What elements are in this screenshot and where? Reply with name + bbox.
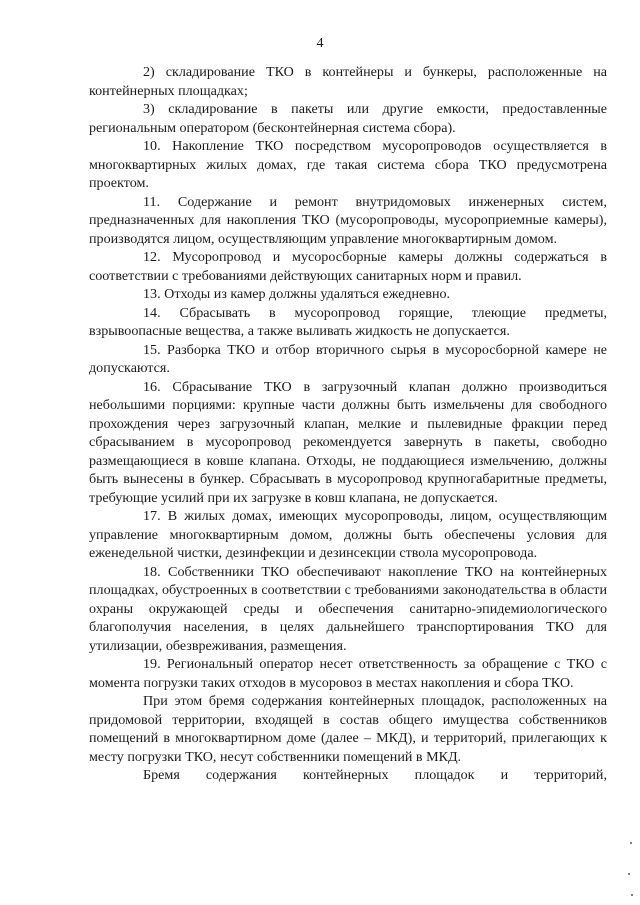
paragraph-19: 19. Региональный оператор несет ответственность за обращение с ТКО с момента погрузки таких отходов в мусоровоз в местах накопления и сбора ТКО. — [89, 656, 607, 691]
document-body — [89, 63, 607, 785]
paragraph-storage-containers: 2) складирование ТКО в контейнеры и бункеры, расположенные на контейнерных площадках; — [89, 64, 607, 99]
paragraph-15: 15. Разборка ТКО и отбор вторичного сырья в мусоросборной камере не допускаются. — [89, 341, 607, 376]
paragraph-18: 18. Собственники ТКО обеспечивают накопление ТКО на контейнерных площадках, обустроенных в соответствии с требованиями законодательства в области охраны окружающей среды и обеспечения санитарно-эпидемиологического благополучия населения, в целях дальнейшего транспортирования ТКО для утилизации, обезвреживания, размещения. — [89, 563, 607, 654]
scan-speck — [630, 842, 632, 844]
paragraph-12: 12. Мусоропровод и мусоросборные камеры должны содержаться в соответствии с требованиями действующих санитарных норм и правил. — [89, 249, 607, 284]
paragraph-10: 10. Накопление ТКО посредством мусоропроводов осуществляется в многоквартирных жилых домах, где такая система сбора ТКО предусмотрена проектом. — [89, 138, 607, 191]
paragraph-burden-mkd: При этом бремя содержания контейнерных площадок, расположенных на придомовой территории, входящей в состав общего имущества собственников помещений в многоквартирном доме (далее – МКД), и территорий, прилегающих к месту погрузки ТКО, несут собственники помещений в МКД. — [89, 693, 607, 765]
paragraph-16: 16. Сбрасывание ТКО в загрузочный клапан должно производиться небольшими порциями: крупные части должны быть измельчены для свободного прохождения через загрузочный клапан, мелкие и пылевидные фракции перед сбрасыванием в мусоропровод рекомендуется завернуть в пакеты, свободно размещающиеся в ковше клапана. Отходы, не поддающиеся измельчению, должны быть вынесены в бункер. Сбрасывать в мусоропровод крупногабаритные предметы, требующие усилий при их загрузке в ковш клапана, не допускается. — [89, 378, 607, 506]
paragraph-11: 11. Содержание и ремонт внутридомовых инженерных систем, предназначенных для накопления ТКО (мусоропроводы, мусороприемные камеры), производятся лицом, осуществляющим управление многоквартирным домом. — [89, 193, 607, 247]
paragraph-17: 17. В жилых домах, имеющих мусоропроводы, лицом, осуществляющим управление многоквартирным домом, должны быть обеспечены условия для еженедельной чистки, дезинфекции и дезинсекции ствола мусоропровода. — [89, 508, 607, 561]
paragraph-burden-continued: Бремя содержания контейнерных площадок и территорий, — [143, 767, 607, 783]
paragraph-storage-bags: 3) складирование в пакеты или другие емкости, предоставленные региональным оператором (бесконтейнерная система сбора). — [89, 101, 607, 136]
page-number: 4 — [316, 36, 324, 51]
scan-speck — [631, 894, 633, 896]
scan-speck — [628, 873, 630, 875]
paragraph-14: 14. Сбрасывать в мусоропровод горящие, тлеющие предметы, взрывоопасные вещества, а также выливать жидкость не допускается. — [89, 304, 607, 339]
paragraph-13: 13. Отходы из камер должны удаляться ежедневно. — [143, 286, 451, 302]
